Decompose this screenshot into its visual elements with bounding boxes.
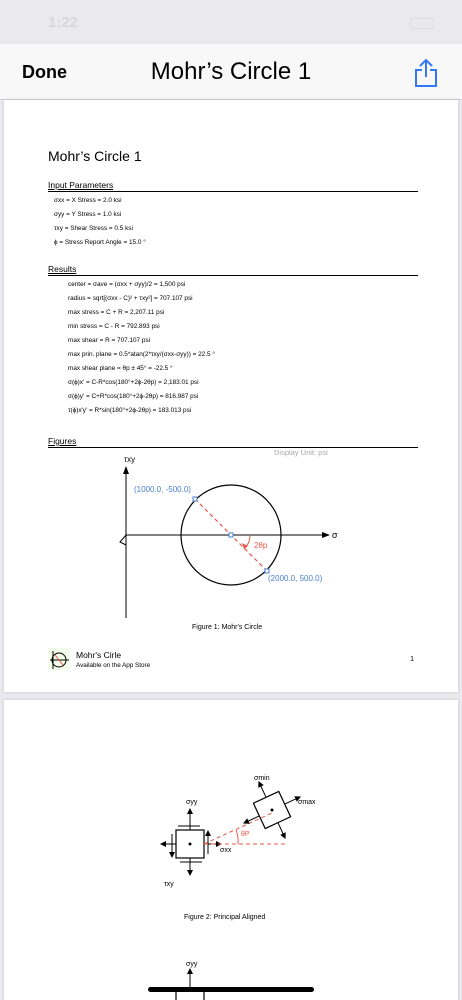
point-a-label: (1000.0, -500.0)	[134, 485, 191, 494]
battery-icon	[410, 18, 434, 29]
document-page-1	[4, 100, 458, 692]
document-title: Mohr’s Circle 1	[48, 148, 142, 164]
input-line: σyy = Y Stress = 1.0 ksi	[54, 211, 122, 218]
home-indicator[interactable]	[148, 987, 314, 992]
mohrs-circle-app-icon	[48, 648, 70, 670]
result-line: τ(ϕ)x'y' = R*sin(180°+2ϕ-2θp) = 183.013 psi	[68, 407, 192, 414]
input-line: σxx = X Stress = 2.0 ksi	[54, 197, 122, 204]
result-line: max shear plane = θp ± 45° = -22.5 °	[68, 365, 173, 372]
figure-1-caption: Figure 1: Mohr's Circle	[192, 624, 263, 631]
label-syy-fig3: σyy	[186, 961, 198, 968]
status-time: 1:22	[48, 14, 79, 31]
point-b	[265, 569, 269, 573]
figure-2-caption: Figure 2: Principal Aligned	[184, 914, 266, 921]
result-line: σ(ϕ)x' = C-R*cos(180°+2ϕ-2θp) = 2,183.01 psi	[68, 379, 199, 386]
center-point	[229, 533, 233, 537]
result-line: center = σave = (σxx + σyy)/2 = 1,500 psi	[68, 281, 186, 288]
results-heading: Results	[48, 264, 418, 276]
page-number: 1	[410, 656, 414, 663]
axis-break	[120, 535, 126, 545]
nav-title: Mohr’s Circle 1	[150, 58, 312, 85]
angle-label: 2θp	[254, 541, 268, 550]
result-line: max shear = R = 707.107 psi	[68, 337, 151, 344]
mohrs-circle-figure	[4, 450, 458, 620]
result-line: σ(ϕ)y' = C+R*cos(180°+2ϕ-2θp) = 816.987 psi	[68, 393, 199, 400]
point-a	[193, 497, 197, 501]
input-line: ϕ = Stress Report Angle = 15.0 °	[54, 239, 146, 246]
label-smax: σmax	[298, 799, 316, 806]
point-b-label: (2000.0, 500.0)	[268, 574, 323, 583]
document-page-2	[4, 700, 458, 1000]
status-bar	[0, 0, 462, 44]
share-icon[interactable]	[412, 58, 440, 88]
sigma-axis-label: σ	[332, 530, 338, 540]
result-line: radius = sqrt[(σxx - C)² + τxy²] = 707.107 psi	[68, 295, 193, 302]
navigation-bar	[0, 44, 462, 100]
label-syy: σyy	[186, 799, 198, 806]
label-thetap: θP	[241, 831, 250, 838]
input-line: τxy = Shear Stress = 0.5 ksi	[54, 225, 133, 232]
result-line: max prin. plane = 0.5*atan(2*τxy/(σxx-σyy)) = 22.5 °	[68, 351, 215, 358]
principal-direction-line	[204, 812, 274, 844]
result-line: max stress = C + R = 2,207.11 psi	[68, 309, 165, 316]
label-sxx: σxx	[220, 847, 232, 854]
result-line: min stress = C - R = 792.893 psi	[68, 323, 160, 330]
brand-subtitle: Available on the App Store	[76, 662, 151, 669]
brand-name: Mohr's Cirle	[76, 650, 122, 660]
label-txy: τxy	[164, 881, 174, 888]
app-brand	[48, 648, 151, 675]
sigma-axis-arrow	[322, 532, 330, 538]
label-smin: σmin	[254, 775, 270, 782]
principal-element	[229, 767, 314, 852]
input-parameters-heading: Input Parameters	[48, 180, 418, 192]
tau-axis-label: τxy	[124, 455, 136, 464]
principal-aligned-figure	[4, 700, 458, 1000]
tau-axis-arrow	[123, 466, 129, 474]
done-button[interactable]: Done	[22, 62, 67, 82]
figures-heading: Figures	[48, 436, 418, 448]
angle-arrow	[242, 543, 248, 549]
display-unit: Display Unit: psi	[274, 448, 328, 457]
